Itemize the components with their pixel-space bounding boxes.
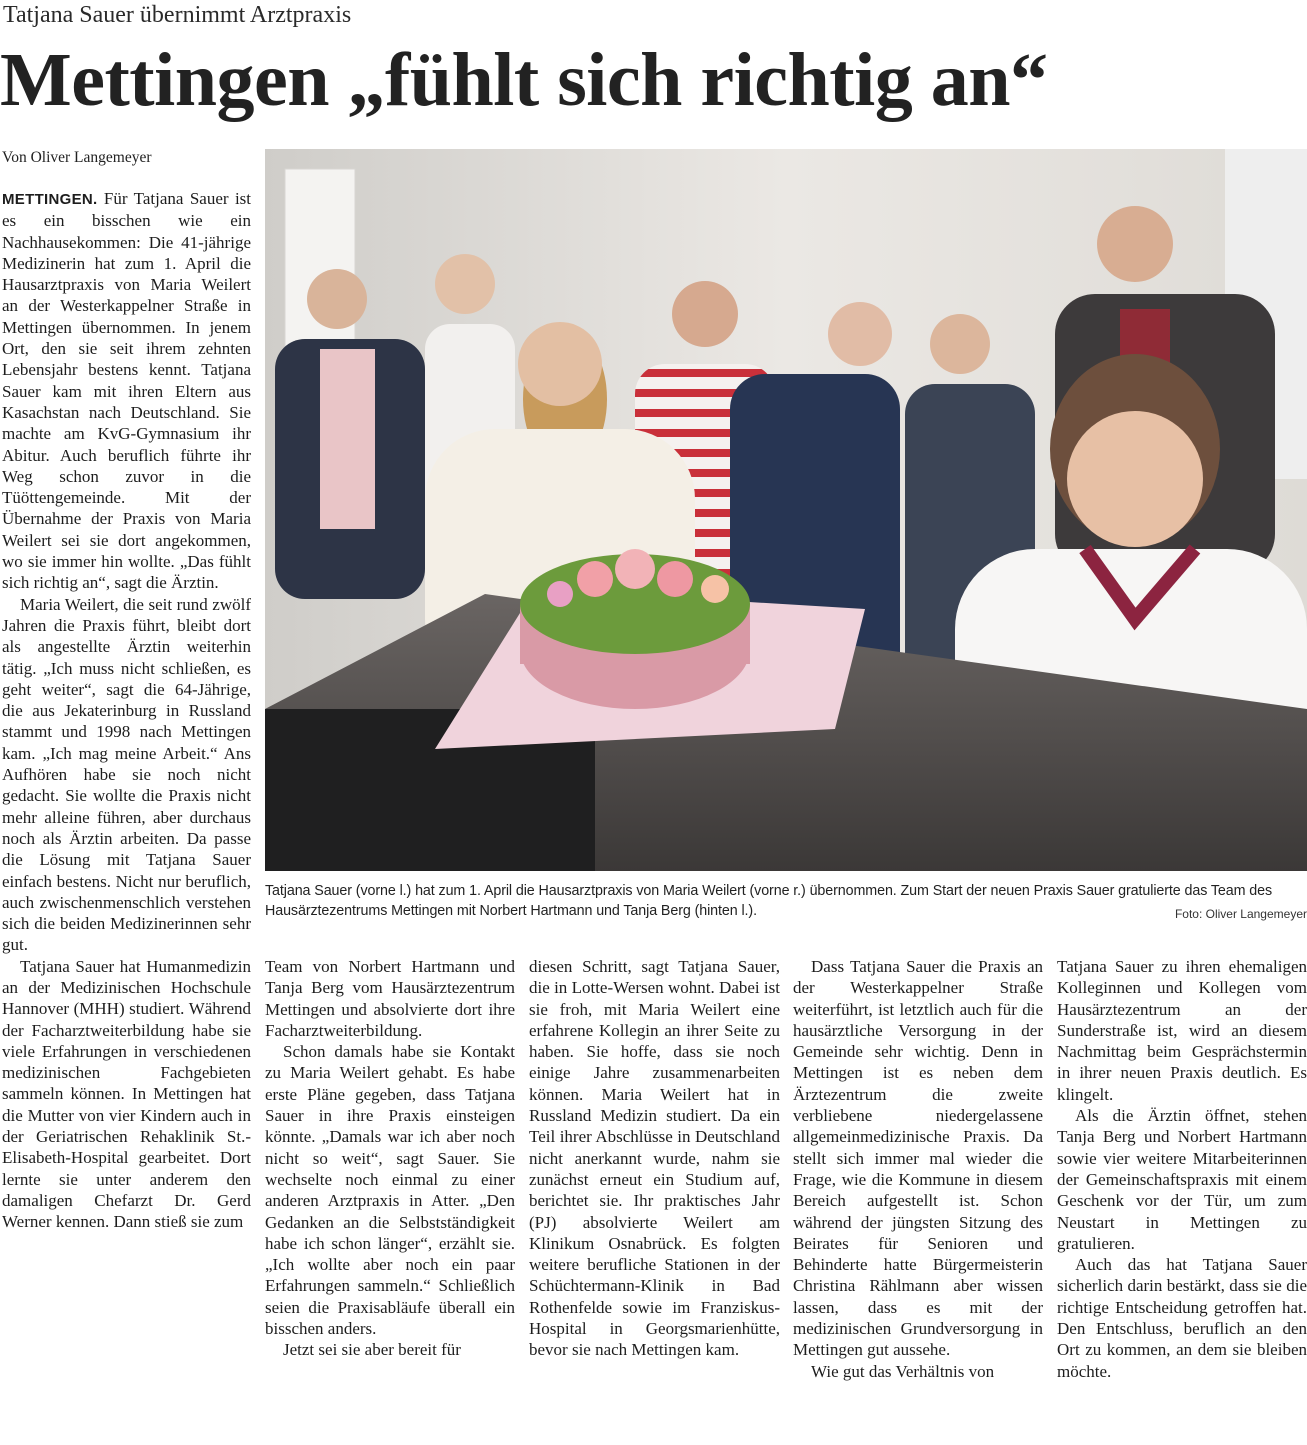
paragraph: Team von Norbert Hartmann und Tanja Berg vom Hausärztezentrum Mettingen und absolvierte dort ihre Facharztweiterbildung. (265, 957, 515, 1040)
paragraph-text: Für Tatjana Sauer ist es ein bisschen wie ein Nachhausekommen: Die 41-jährige Medizinerin hat zum 1. April die Hausarztpraxis von Maria Weilert an der Westerkappelner Straße in Mettingen übernommen. In jenem Ort, den sie seit ihrem zehnten Lebensjahr bestens kennt. Tatjana Sauer kam mit ihren Eltern aus Kasachstan nach Deutschland. Sie machte am KvG-Gymnasium ihr Abitur. Auch beruflich führte ihr Weg schon zuvor in die Tüöttengemeinde. Mit der Übernahme der Praxis von Maria Weilert sei sie dort angekommen, wo sie immer hin wollte. „Das fühlt sich richtig an“, sagt die Ärztin. (2, 189, 251, 593)
paragraph: Wie gut das Verhältnis von (811, 1361, 995, 1381)
paragraph: Maria Weilert, die seit rund zwölf Jahren die Praxis führt, bleibt dort als angestellte Ärztin weiterhin tätig. „Ich muss nicht schließen, es geht weiter“, sagt die 64-Jährige, die aus Jekaterinburg in Russland stammt und 1998 nach Mettingen kam. „Ich mag meine Arbeit.“ Ans Aufhören habe sie noch nicht gedacht. Sie wollte die Praxis nicht mehr alleine führen, aber durchaus noch als Ärztin arbeiten. Da passe die Lösung mit Tatjana Sauer einfach bestens. Nicht nur beruflich, auch zwischenmenschlich verstehen sich die beiden Medizinerinnen sehr gut. (2, 594, 251, 955)
photo-caption (265, 881, 1307, 921)
text-column-4 (793, 956, 1043, 1445)
text-column-5 (1057, 956, 1307, 1445)
paragraph (2, 188, 251, 594)
paragraph: Dass Tatjana Sauer die Praxis an der Westerkappelner Straße weiterführt, ist letztlich auch für die hausärztliche Versorgung in der Gemeinde sehr wichtig. Denn in Mettingen ist es neben dem Ärztezentrum die zweite verbliebene niedergelassene allgemeinmedizinische Praxis. Da stellt sich immer mal wieder die Frage, wie die Kommune in diesem Bereich aufgestellt ist. Schon während der jüngsten Sitzung des Beirates für Senioren und Behinderte hatte Bürgermeisterin Christina Rählmann aber wissen lassen, dass es mit der medizinischen Grundversorgung in Mettingen gut aussehe. (793, 957, 1043, 1360)
paragraph: Tatjana Sauer hat Humanmedizin an der Medizinischen Hochschule Hannover (MHH) studiert. Während der Facharztweiterbildung habe sie viele Erfahrungen in verschiedenen medizinischen Fachgebieten sammeln können. In Mettingen hat die Mutter von vier Kindern auch in der Geriatrischen Rehaklinik St.-Elisabeth-Hospital gearbeitet. Dort lernte sie unter anderem den damaligen Chefarzt Dr. Gerd Werner kennen. Dann stieß sie zum (2, 956, 251, 1232)
paragraph: diesen Schritt, sagt Tatjana Sauer, die in Lotte-Wersen wohnt. Dabei ist sie froh, mit Maria Weilert eine erfahrene Kollegin an ihrer Seite zu haben. Sie hoffe, dass sie noch einige Jahre zusammenarbeiten können. Maria Weilert hat in Russland Medizin studiert. Da ein Teil ihrer Abschlüsse in Deutschland nicht anerkannt wurde, nahm sie zunächst erneut ein Studium auf, berichtet sie. Ihr praktisches Jahr (PJ) absolvierte Weilert am Klinikum Osnabrück. Es folgten weitere berufliche Stationen in der Schüchtermann-Klinik in Bad Rothenfelde sowie im Franziskus-Hospital in Georgsmarienhütte, bevor sie nach Mettingen kam. (529, 957, 780, 1360)
team-photo-illustration (265, 149, 1307, 871)
article-byline: Von Oliver Langemeyer (2, 149, 152, 166)
article-kicker: Tatjana Sauer übernimmt Arztpraxis (3, 2, 352, 28)
dateline: METTINGEN. (2, 191, 98, 208)
paragraph: Jetzt sei sie aber bereit für (283, 1340, 461, 1360)
paragraph: Schon damals habe sie Kontakt zu Maria Weilert gehabt. Es habe erste Pläne gegeben, dass Tatjana Sauer in ihre Praxis einsteigen könnte. „Damals war ich aber noch nicht so weit“, sagt Sauer. Sie wechselte noch einmal zu einer anderen Arztpraxis in Atter. „Den Gedanken an die Selbstständigkeit habe ich schon länger“, erzählt sie. „Ich wollte aber noch ein paar Erfahrungen sammeln.“ Schließlich seien die Praxisabläufe überall ein bisschen anders. (265, 1042, 515, 1339)
paragraph: Tatjana Sauer zu ihren ehemaligen Kolleginnen und Kollegen vom Hausärztezentrum an der Sunderstraße ist, wird an diesem Nachmittag beim Gesprächstermin in ihrer neuen Praxis deutlich. Es klingelt. (1057, 957, 1307, 1104)
text-column-3 (529, 956, 780, 1445)
article-headline: Mettingen „fühlt sich richtig an“ (0, 38, 1048, 122)
paragraph: Als die Ärztin öffnet, stehen Tanja Berg und Norbert Hartmann sowie vier weitere Mitarbeiterinnen der Gemeinschaftspraxis mit einem Geschenk vor der Tür, um zum Neustart in Mettingen zu gratulieren. (1057, 1106, 1307, 1253)
text-column-2 (265, 956, 515, 1445)
paragraph: Auch das hat Tatjana Sauer sicherlich darin bestärkt, dass sie die richtige Entscheidung getroffen hat. Den Entschluss, beruflich an den Ort zu kommen, an dem sie bleiben möchte. (1057, 1255, 1307, 1381)
article-photo (265, 149, 1307, 871)
text-column-1 (2, 188, 251, 1445)
caption-text: Tatjana Sauer (vorne l.) hat zum 1. April die Hausarztpraxis von Maria Weilert (vorne r.) übernommen. Zum Start der neuen Praxis Sauer gratulierte das Team des Hausärztezentrums Mettingen mit Norbert Hartmann und Tanja Berg (hinten l.). (265, 883, 1273, 919)
photo-credit: Foto: Oliver Langemeyer (1174, 907, 1307, 921)
